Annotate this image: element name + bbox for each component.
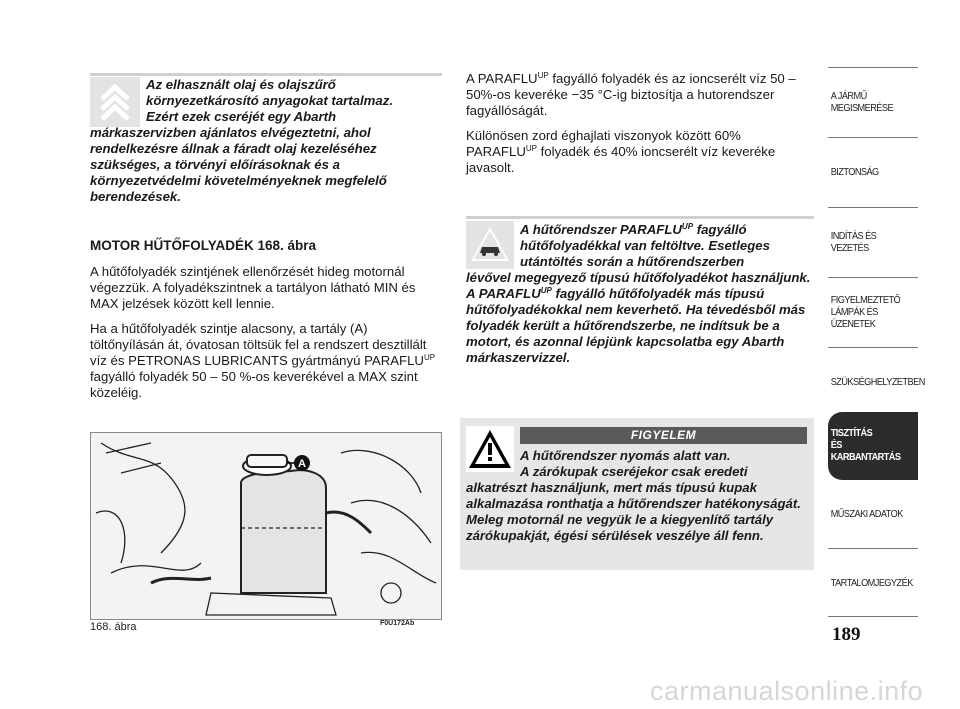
figure-code: F0U172Ab	[380, 620, 415, 627]
left-note-line3: Ezért ezek cseréjét egy Abarth	[146, 109, 337, 124]
left-note-rule	[90, 73, 442, 76]
warning-line1: A hűtőrendszer nyomás alatt van.	[520, 448, 731, 463]
coolant-section	[90, 238, 445, 410]
tab-a-jarmu-megismerese[interactable]: A JÁRMŰ MEGISMERÉSE	[828, 67, 918, 137]
tab-szukseghelyzetben[interactable]: SZÜKSÉGHELYZETBEN	[828, 347, 918, 417]
right-para2: Különösen zord éghajlati viszonyok között 60% $PARAFLU^{UP}$ folyadék és 40% ioncserélt víz keveréke javasolt.	[466, 128, 776, 175]
warning-box	[460, 418, 814, 570]
warning-rest: alkatrészt használjunk, mert más típusú kupak alkalmazása ronthatja a hűtőrendszer hatékonyságát. Meleg motornál ne vegyük le a kiegyenlítő tartály zárókupakját, égési sérülések veszélye áll fenn.	[466, 480, 801, 543]
tab-biztonsag[interactable]: BIZTONSÁG	[828, 137, 918, 207]
tabs-bottom-rule	[828, 616, 918, 617]
section-para1: A hűtőfolyadék szintjének ellenőrzését hideg motornál végezzük. A folyadékszintnek a tartályon látható MIN és MAX jelzések között kell lennie.	[90, 264, 416, 311]
tab-figyelmezteto-lampak[interactable]: FIGYELMEZTETŐ LÁMPÁK ÉS ÜZENETEK	[828, 277, 918, 347]
figure-caption: 168. ábra	[90, 621, 137, 633]
right-top-text	[466, 71, 811, 185]
left-note-rest: márkaszervizben ajánlatos elvégeztetni, ahol rendelkezésre állnak a fáradt olaj kezeléséhez szükséges, a törvényi előírásoknak és a környezetvédelmi követelményeknek megfelelő berendezések.	[90, 125, 387, 204]
section-heading: MOTOR HŰTŐFOLYADÉK 168. ábra	[90, 238, 317, 253]
left-note-text	[90, 77, 445, 205]
right-note-rest: lévővel megegyező típusú hűtőfolyadékot használjunk. A $PARAFLU^{UP}$ fagyálló hűtőfolyadék más típusú hűtőfolyadékokkal nem keverhető. Ha tévedésből más folyadék került a hűtőrendszerbe, ne indítsuk be a motort, és azonnal lépjünk kapcsolatba egy Abarth márkaszervizzel.	[466, 270, 811, 365]
tab-muszaki-adatok[interactable]: MŰSZAKI ADATOK	[830, 509, 903, 520]
tab-inditas-es-vezetes[interactable]: INDÍTÁS ÉS VEZETÉS	[828, 207, 918, 277]
warning-title: FIGYELEM	[520, 427, 807, 444]
right-note-line3: utántöltés során a hűtőrendszerben	[520, 254, 745, 269]
warning-text	[466, 448, 810, 544]
watermark: carmanualsonline.info	[650, 676, 924, 706]
section-para2: Ha a hűtőfolyadék szintje alacsony, a tartály (A) töltőnyílásán át, óvatosan töltsük fel a rendszert desztillált víz és PETRONAS LUBRICANTS gyártmányú $PARAFLU^{UP}$ fagyálló folyadék 50 – 50 %-os keverékével a MAX szint közeléig.	[90, 321, 436, 400]
right-note-line2: hűtőfolyadékkal van feltöltve. Esetleges	[520, 238, 770, 253]
figure-168	[90, 432, 442, 620]
warning-line2: A zárókupak cseréjekor csak eredeti	[520, 464, 748, 479]
page-number: 189	[832, 624, 861, 645]
tab-tartalomjegyzek[interactable]: TARTALOMJEGYZÉK	[828, 548, 918, 618]
right-note-text	[466, 222, 816, 366]
figure-callout-a: A	[298, 458, 306, 470]
right-note-rule	[466, 216, 814, 219]
tab-tisztitas-es-karbantartas[interactable]: TISZTÍTÁS ÉS KARBANTARTÁS	[828, 412, 918, 480]
right-para1: A $PARAFLU^{UP}$ fagyálló folyadék és az ioncserélt víz 50 – 50%-os keveréke −35 °C-ig biztosítja a hutorendszer fagyállóságát.	[466, 71, 796, 118]
left-note-line1: Az elhasznált olaj és olajszűrő	[146, 77, 336, 92]
left-note-line2: környezetkárosító anyagokat tartalmaz.	[146, 93, 393, 108]
engine-coolant-illustration	[91, 433, 442, 620]
right-note-line1: A hűtőrendszer $PARAFLU^{UP}$ fagyálló	[520, 222, 747, 237]
